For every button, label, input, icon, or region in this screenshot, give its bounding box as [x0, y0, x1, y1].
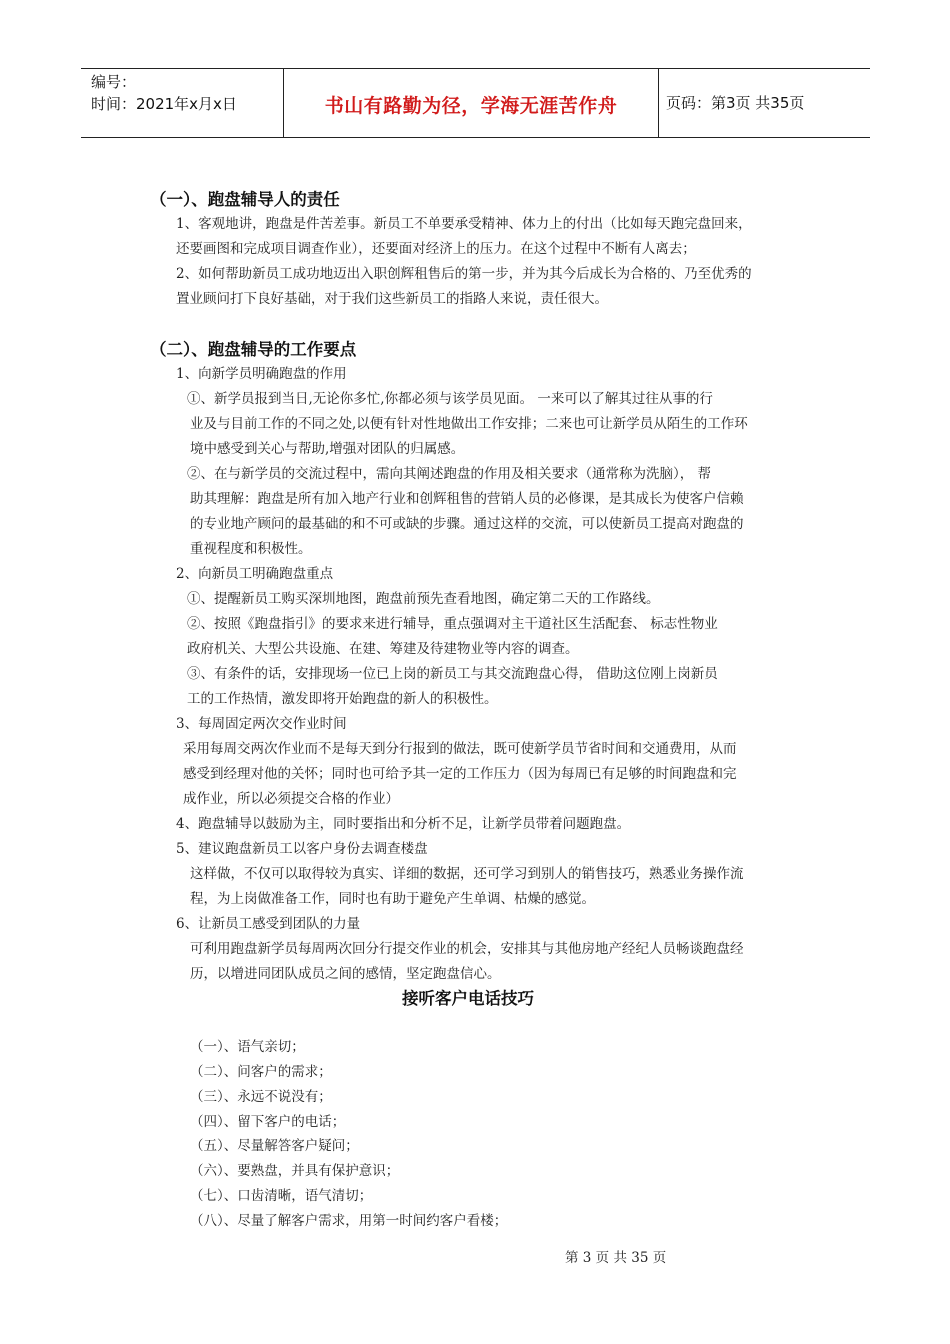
paragraph-line: 1、客观地讲，跑盘是件苦差事。新员工不单要承受精神、体力上的付出（比如每天跑完盘回来， — [176, 216, 752, 232]
page-footer: 第 3 页 共 35 页 — [565, 1250, 667, 1266]
paragraph-line: 感受到经理对他的关怀；同时也可给予其一定的工作压力（因为每周已有足够的时间跑盘和完 — [183, 766, 737, 782]
header-motto: 书山有路勤为径，学海无涯苦作舟 — [324, 95, 618, 117]
paragraph-line: ②、在与新学员的交流过程中，需向其阐述跑盘的作用及相关要求（通常称为洗脑）， 帮 — [187, 466, 712, 482]
list-item: 6、让新员工感受到团队的力量 — [176, 916, 361, 932]
section-heading: （二）、跑盘辅导的工作要点 — [150, 340, 357, 359]
list-item: 4、跑盘辅导以鼓励为主，同时要指出和分析不足，让新学员带着问题跑盘。 — [176, 816, 631, 832]
paragraph-line: 可利用跑盘新学员每周两次回分行提交作业的机会，安排其与其他房地产经纪人员畅谈跑盘经 — [190, 941, 744, 957]
paragraph-line: 这样做，不仅可以取得较为真实、详细的数据，还可学习到别人的销售技巧，熟悉业务操作流 — [190, 866, 744, 882]
paragraph-line: 还要画图和完成项目调查作业），还要面对经济上的压力。在这个过程中不断有人离去； — [176, 241, 696, 257]
list-item: （四）、留下客户的电话； — [190, 1114, 346, 1130]
header-time: 时间：2021年x月x日 — [91, 95, 237, 113]
list-item: （一）、语气亲切； — [190, 1039, 305, 1055]
paragraph-line: 历，以增进同团队成员之间的感情，坚定跑盘信心。 — [190, 966, 501, 982]
list-item: 1、向新学员明确跑盘的作用 — [176, 366, 347, 382]
paragraph-line: ①、提醒新员工购买深圳地图，跑盘前预先查看地图，确定第二天的工作路线。 — [187, 591, 660, 607]
paragraph-line: 业及与目前工作的不同之处,以便有针对性地做出工作安排；二来也可让新学员从陌生的工作环 — [190, 416, 748, 432]
list-item: （五）、尽量解答客户疑问； — [190, 1138, 359, 1154]
paragraph-line: ①、新学员报到当日,无论你多忙,你都必须与该学员见面。 一来可以了解其过往从事的行 — [187, 391, 713, 407]
paragraph-line: 采用每周交两次作业而不是每天到分行报到的做法，既可使新学员节省时间和交通费用，从而 — [183, 741, 737, 757]
paragraph-line: 的专业地产顾问的最基础的和不可或缺的步骤。通过这样的交流，可以使新员工提高对跑盘的 — [190, 516, 744, 532]
paragraph-line: 工的工作热情，激发即将开始跑盘的新人的积极性。 — [187, 691, 498, 707]
paragraph-line: 助其理解：跑盘是所有加入地产行业和创辉租售的营销人员的必修课，是其成长为使客户信赖 — [190, 491, 744, 507]
list-item: （三）、永远不说没有； — [190, 1089, 332, 1105]
section-heading: （一）、跑盘辅导人的责任 — [150, 190, 340, 209]
paragraph-line: 政府机关、大型公共设施、在建、筹建及待建物业等内容的调查。 — [187, 641, 579, 657]
header-number: 编号： — [91, 73, 137, 91]
list-item: （八）、尽量了解客户需求，用第一时间约客户看楼； — [190, 1213, 508, 1229]
paragraph-line: 2、如何帮助新员工成功地迈出入职创辉租售后的第一步，并为其今后成长为合格的、乃至优秀的 — [176, 266, 752, 282]
list-item: （七）、口齿清晰，语气清切； — [190, 1188, 373, 1204]
paragraph-line: ②、按照《跑盘指引》的要求来进行辅导，重点强调对主干道社区生活配套、 标志性物业 — [187, 616, 718, 632]
paragraph-line: 重视程度和积极性。 — [190, 541, 312, 557]
paragraph-line: ③、有条件的话，安排现场一位已上岗的新员工与其交流跑盘心得， 借助这位刚上岗新员 — [187, 666, 718, 682]
header-divider — [658, 69, 659, 137]
header-meta — [91, 71, 237, 115]
paragraph-line: 成作业，所以必须提交合格的作业） — [183, 791, 399, 807]
paragraph-line: 置业顾问打下良好基础，对于我们这些新员工的指路人来说，责任很大。 — [176, 291, 608, 307]
header-page-number: 页码：第3页 共35页 — [666, 94, 805, 112]
list-item: （二）、问客户的需求； — [190, 1064, 332, 1080]
list-item: 5、建议跑盘新员工以客户身份去调查楼盘 — [176, 841, 428, 857]
list-item: 2、向新员工明确跑盘重点 — [176, 566, 334, 582]
page-header — [81, 68, 870, 138]
list-item: （六）、要熟盘，并具有保护意识； — [190, 1163, 400, 1179]
paragraph-line: 境中感受到关心与帮助,增强对团队的归属感。 — [190, 441, 465, 457]
list-item: 3、每周固定两次交作业时间 — [176, 716, 347, 732]
section-title: 接听客户电话技巧 — [402, 989, 534, 1008]
paragraph-line: 程，为上岗做准备工作，同时也有助于避免产生单调、枯燥的感觉。 — [190, 891, 595, 907]
